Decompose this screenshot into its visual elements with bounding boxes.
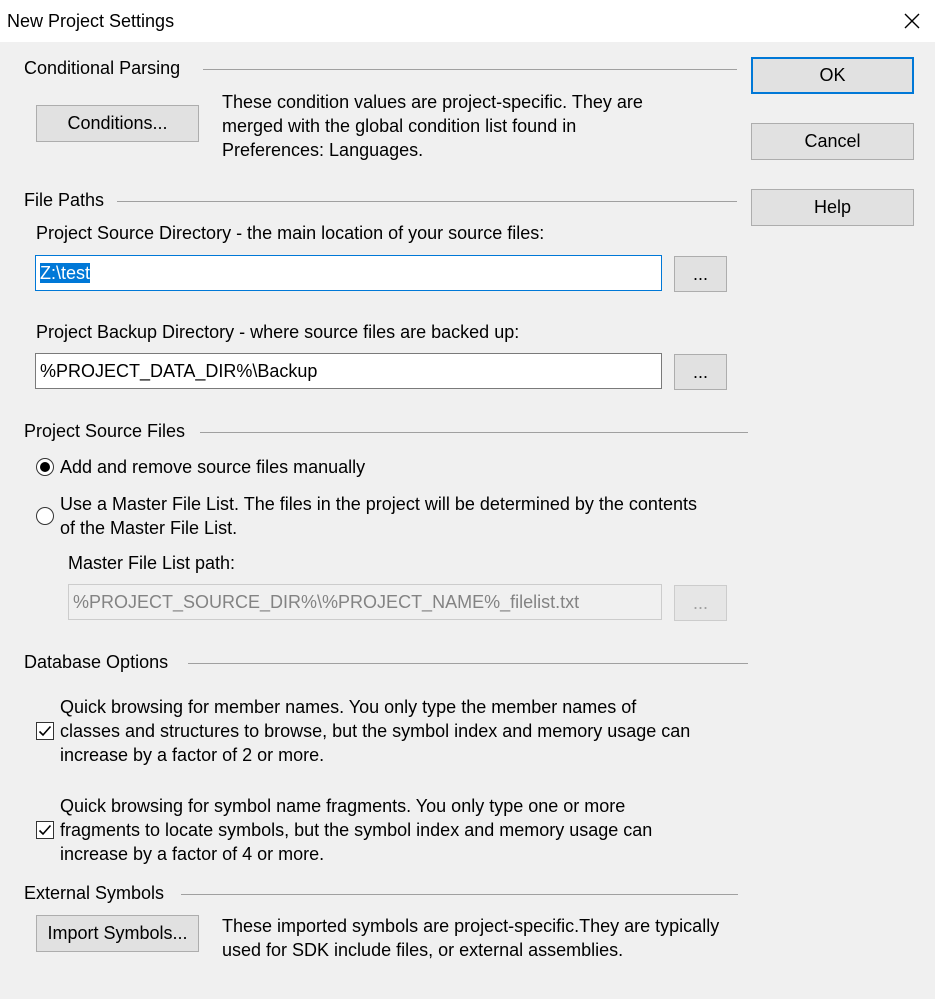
description-line: These imported symbols are project-specific.They are typically: [222, 916, 720, 936]
conditional-parsing-description: [222, 90, 643, 162]
project-source-files-label: Project Source Files: [24, 421, 186, 441]
option-line: of the Master File List.: [60, 518, 238, 538]
title-bar: [0, 0, 935, 42]
name-fragments-checkbox[interactable]: [36, 821, 54, 839]
option-line: Quick browsing for member names. You only type the member names of: [60, 697, 637, 717]
database-options-divider: [188, 663, 748, 664]
description-line: used for SDK include files, or external assemblies.: [222, 940, 624, 960]
name-fragments-option-label[interactable]: [60, 794, 652, 866]
option-line: increase by a factor of 2 or more.: [60, 745, 325, 765]
master-file-list-browse-button[interactable]: ...: [674, 585, 727, 621]
checkmark-icon: [37, 723, 53, 739]
description-line: Preferences: Languages.: [222, 140, 424, 160]
master-file-list-path-label: Master File List path:: [68, 553, 236, 573]
description-line: merged with the global condition list found in: [222, 116, 577, 136]
ok-button[interactable]: OK: [751, 57, 914, 94]
help-button[interactable]: Help: [751, 189, 914, 226]
backup-directory-browse-button[interactable]: ...: [674, 354, 727, 390]
manual-files-radio[interactable]: [36, 458, 54, 476]
member-names-checkbox[interactable]: [36, 722, 54, 740]
project-source-files-divider: [200, 432, 748, 433]
file-paths-label: File Paths: [24, 190, 105, 210]
external-symbols-label: External Symbols: [24, 883, 165, 903]
option-line: increase by a factor of 4 or more.: [60, 844, 325, 864]
description-line: These condition values are project-specific. They are: [222, 92, 643, 112]
source-directory-label: Project Source Directory - the main location of your source files:: [36, 223, 545, 243]
option-line: Use a Master File List. The files in the project will be determined by the contents: [60, 494, 697, 514]
option-line: classes and structures to browse, but the symbol index and memory usage can: [60, 721, 691, 741]
file-paths-divider: [117, 201, 737, 202]
source-directory-browse-button[interactable]: ...: [674, 256, 727, 292]
external-symbols-divider: [181, 894, 738, 895]
source-directory-field[interactable]: [35, 255, 662, 291]
master-file-list-radio[interactable]: [36, 507, 54, 525]
source-directory-value: Z:\test: [40, 263, 91, 283]
master-file-list-path-value: %PROJECT_SOURCE_DIR%\%PROJECT_NAME%_filelist.txt: [73, 592, 580, 612]
close-icon[interactable]: [901, 10, 923, 32]
import-symbols-button[interactable]: Import Symbols...: [36, 915, 199, 952]
external-symbols-description: [222, 914, 719, 962]
checkmark-icon: [37, 822, 53, 838]
conditional-parsing-divider: [203, 69, 737, 70]
cancel-button[interactable]: Cancel: [751, 123, 914, 160]
member-names-option-label[interactable]: [60, 695, 690, 767]
backup-directory-value: %PROJECT_DATA_DIR%\Backup: [40, 361, 318, 381]
manual-files-option-label[interactable]: Add and remove source files manually: [60, 457, 366, 477]
master-file-list-path-field[interactable]: [68, 584, 662, 620]
option-line: fragments to locate symbols, but the symbol index and memory usage can: [60, 820, 653, 840]
conditional-parsing-label: Conditional Parsing: [24, 58, 181, 78]
window-title: New Project Settings: [7, 11, 175, 31]
radio-selected-dot: [40, 462, 50, 472]
backup-directory-label: Project Backup Directory - where source files are backed up:: [36, 322, 520, 342]
conditions-button[interactable]: Conditions...: [36, 105, 199, 142]
option-line: Quick browsing for symbol name fragments. You only type one or more: [60, 796, 626, 816]
master-file-list-option-label[interactable]: [60, 492, 697, 540]
database-options-label: Database Options: [24, 652, 169, 672]
backup-directory-field[interactable]: [35, 353, 662, 389]
